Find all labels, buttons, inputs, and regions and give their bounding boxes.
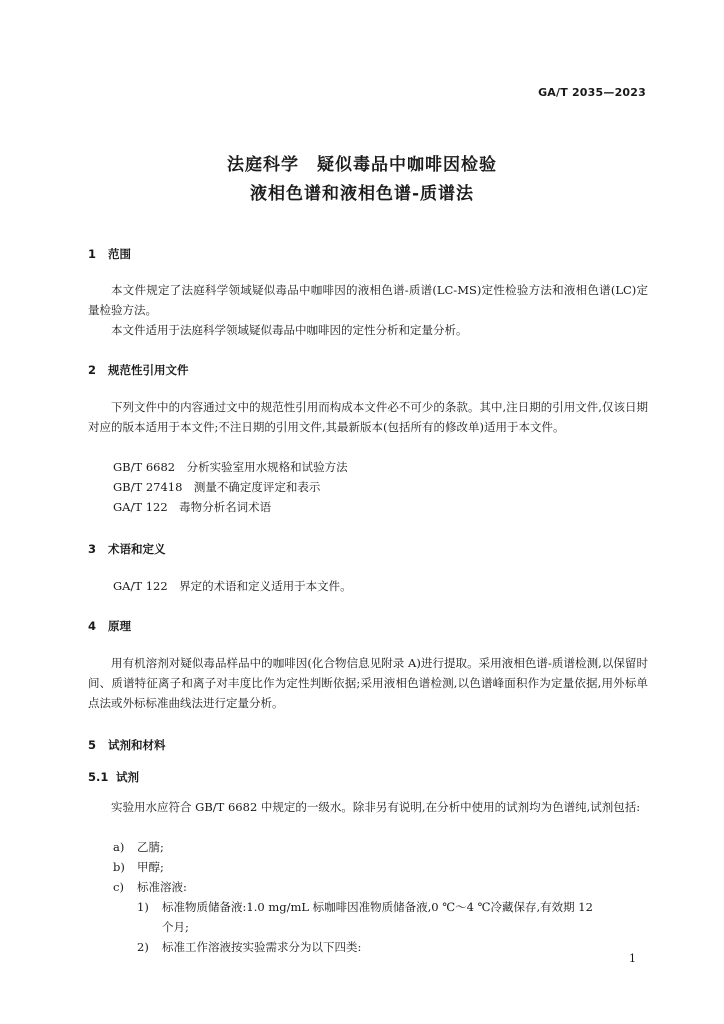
section-number: 5	[88, 738, 97, 752]
section-2-heading	[88, 362, 189, 378]
section-5-heading	[88, 737, 166, 753]
section-title: 规范性引用文件	[108, 363, 189, 377]
list-item	[113, 877, 187, 897]
section-2-paragraph-1: 下列文件中的内容通过文中的规范性引用而构成本文件必不可少的条款。其中,注日期的引用文件,仅该日期对应的版本适用于本文件;不注日期的引用文件,其最新版本(包括所有的修改单)适用于本文件。	[88, 400, 648, 434]
sub-list-marker: 1)	[137, 900, 149, 914]
section-4-paragraph-1: 用有机溶剂对疑似毒品样品中的咖啡因(化合物信息见附录 A)进行提取。采用液相色谱-质谱检测,以保留时间、质谱特征离子和离子对丰度比作为定性判断依据;采用液相色谱检测,以色谱峰面积作为定量依据,用外标单点法或外标标准曲线法进行定量分析。	[88, 656, 648, 710]
sub-list-text: 标准工作溶液按实验需求分为以下四类:	[162, 940, 362, 954]
sub-list-text-continuation: 个月;	[162, 920, 189, 934]
reference-title: 测量不确定度评定和表示	[193, 480, 321, 494]
subsection-number: 5.1	[88, 770, 109, 784]
reference-item	[113, 457, 348, 477]
section-title: 试剂和材料	[108, 738, 166, 752]
reference-title: 毒物分析名词术语	[179, 500, 272, 514]
section-1-paragraph-1: 本文件规定了法庭科学领域疑似毒品中咖啡因的液相色谱-质谱(LC-MS)定性检验方法和液相色谱(LC)定量检验方法。	[88, 283, 648, 317]
sub-list-text: 标准物质储备液:1.0 mg/mL 标咖啡因准物质储备液,0 ℃～4 ℃冷藏保存,有效期 12	[162, 900, 593, 914]
list-marker: a)	[113, 840, 125, 854]
section-4-heading	[88, 618, 131, 634]
list-text: 甲醇;	[137, 860, 164, 874]
reference-code: GB/T 6682	[113, 460, 176, 474]
section-3-heading	[88, 541, 166, 557]
reference-title: 分析实验室用水规格和试验方法	[186, 460, 348, 474]
sub-list-marker: 2)	[137, 940, 149, 954]
reference-item	[113, 497, 271, 517]
page-number: 1	[629, 952, 636, 965]
reference-code: GA/T 122	[113, 500, 168, 514]
subsection-5-1-paragraph-1: 实验用水应符合 GB/T 6682 中规定的一级水。除非另有说明,在分析中使用的试剂均为色谱纯,试剂包括:	[111, 800, 641, 814]
section-number: 4	[88, 619, 97, 633]
reference-item	[113, 477, 320, 497]
section-title: 原理	[108, 619, 131, 633]
section-number: 3	[88, 542, 97, 556]
section-number: 2	[88, 363, 97, 377]
list-item	[113, 837, 164, 857]
sub-list-item	[137, 897, 593, 917]
standard-code: GA/T 2035—2023	[538, 86, 646, 99]
section-1-heading	[88, 246, 131, 262]
list-marker: c)	[113, 880, 124, 894]
section-title: 术语和定义	[108, 542, 166, 556]
document-title-line-2: 液相色谱和液相色谱-质谱法	[249, 184, 475, 204]
section-number: 1	[88, 247, 97, 261]
subsection-5-1-heading	[88, 769, 139, 785]
sub-list-item	[137, 937, 361, 957]
list-item	[113, 857, 164, 877]
list-text: 标准溶液:	[137, 880, 187, 894]
section-1-paragraph-2: 本文件适用于法庭科学领域疑似毒品中咖啡因的定性分析和定量分析。	[111, 323, 468, 337]
document-title-line-1: 法庭科学 疑似毒品中咖啡因检验	[227, 155, 497, 175]
section-3-paragraph-1: GA/T 122 界定的术语和定义适用于本文件。	[113, 579, 352, 593]
subsection-title: 试剂	[116, 770, 139, 784]
list-marker: b)	[113, 860, 125, 874]
section-title: 范围	[108, 247, 131, 261]
reference-code: GB/T 27418	[113, 480, 183, 494]
list-text: 乙腈;	[137, 840, 164, 854]
